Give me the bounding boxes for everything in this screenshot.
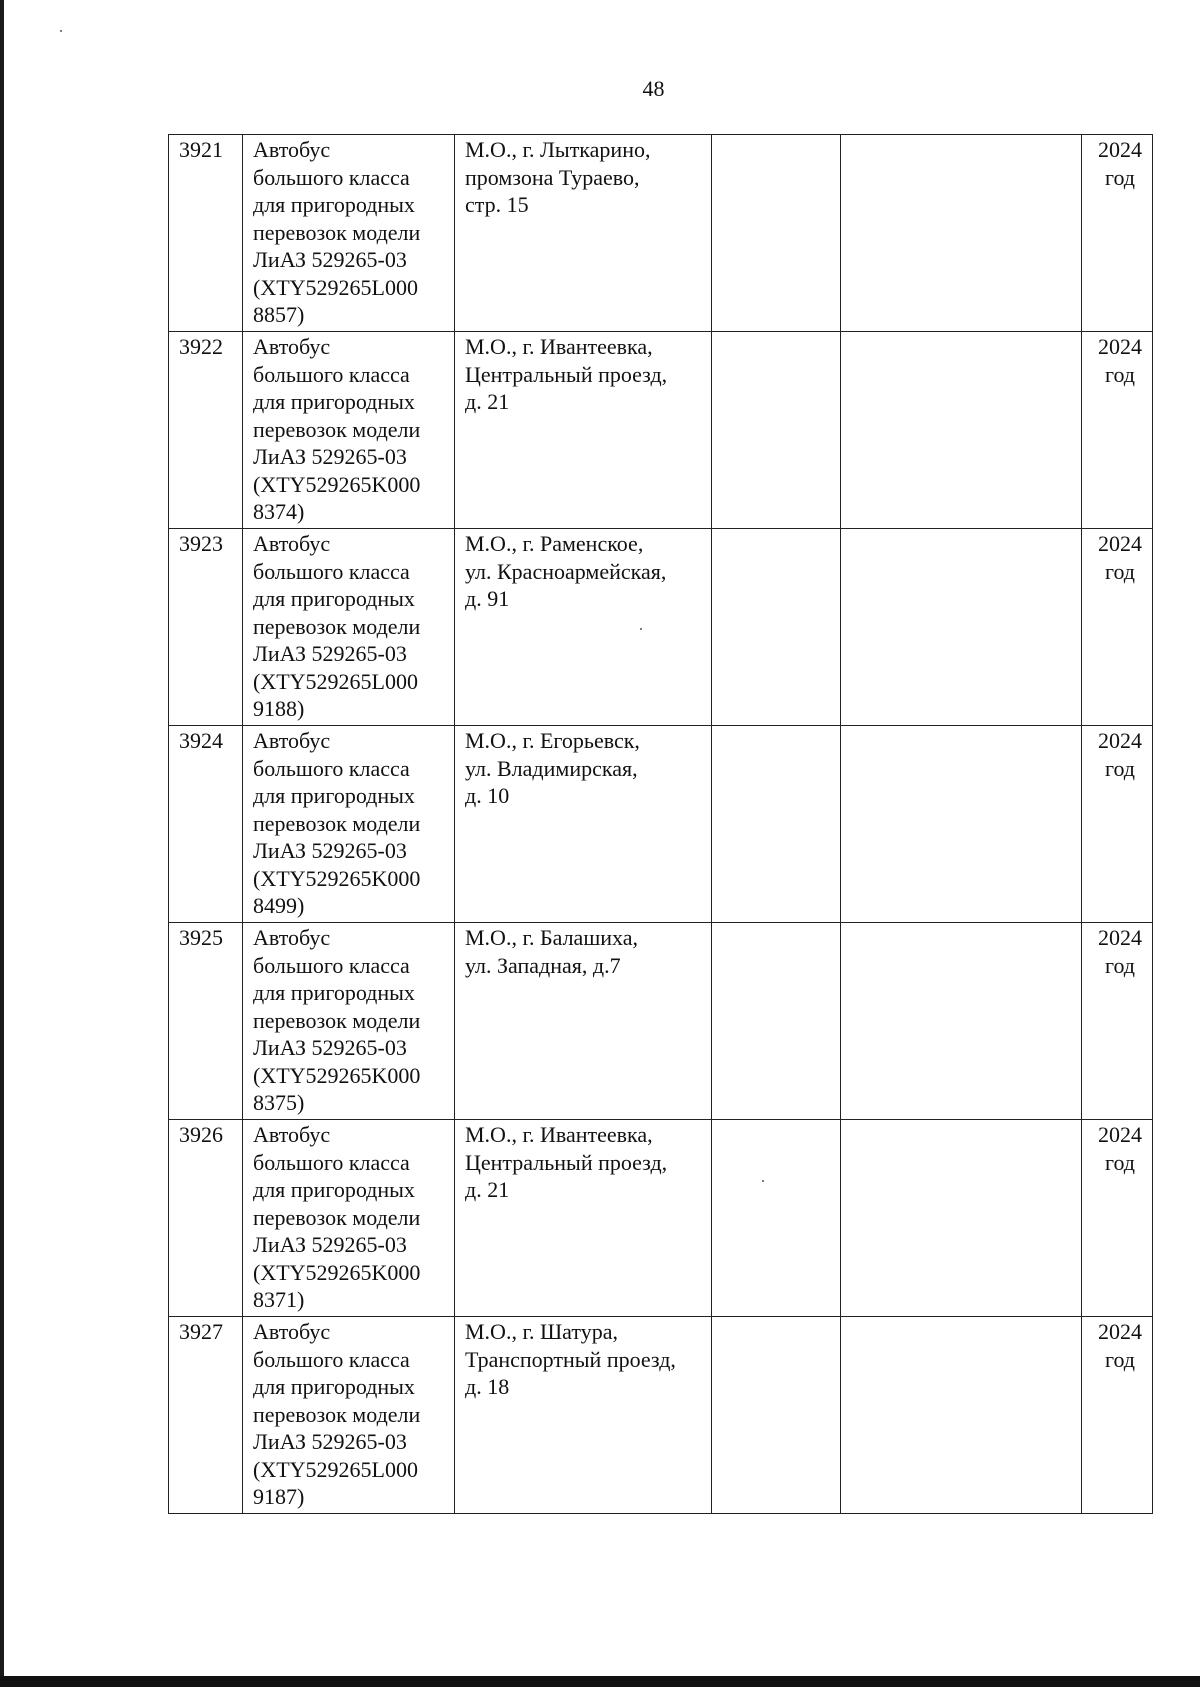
- vehicle-name-line: (XTY529265K000: [253, 865, 421, 891]
- year-line: год: [1104, 558, 1136, 584]
- address-line: Центральный проезд,: [465, 1149, 668, 1175]
- empty-cell: [841, 135, 1082, 332]
- empty-cell: [841, 332, 1082, 529]
- row-number-cell: [169, 923, 243, 1120]
- address-line: промзона Тураево,: [465, 164, 640, 190]
- vehicle-name-line: перевозок модели: [253, 416, 421, 442]
- vehicle-name-line: Автобус: [253, 925, 331, 950]
- empty-cell: [712, 135, 841, 332]
- vehicle-name-line: для пригородных: [253, 586, 415, 611]
- vehicle-name-cell: [243, 529, 455, 726]
- year-line: год: [1104, 361, 1136, 387]
- vehicle-name-line: перевозок модели: [253, 1204, 421, 1230]
- address-line: д. 10: [465, 783, 510, 808]
- address-cell: [455, 923, 712, 1120]
- empty-cell: [841, 1120, 1082, 1317]
- vehicle-name-line: (XTY529265L000: [253, 1456, 418, 1482]
- vehicle-name-line: 8499): [253, 893, 305, 918]
- vehicle-name-line: большого класса: [253, 1149, 410, 1175]
- vehicle-name-line: большого класса: [253, 1346, 410, 1372]
- row-number-cell: [169, 529, 243, 726]
- address-line: М.О., г. Шатура,: [465, 1319, 618, 1344]
- row-number-cell: [169, 726, 243, 923]
- address-cell: [455, 332, 712, 529]
- vehicle-name-line: Автобус: [253, 1122, 331, 1147]
- address-line: ул. Западная, д.7: [465, 952, 621, 978]
- address-line: М.О., г. Егорьевск,: [465, 728, 640, 753]
- address-cell: [455, 529, 712, 726]
- vehicle-name-line: большого класса: [253, 558, 410, 584]
- year-cell: [1082, 1317, 1153, 1514]
- vehicle-name-cell: [243, 923, 455, 1120]
- year-cell: [1082, 726, 1153, 923]
- address-line: Транспортный проезд,: [465, 1346, 676, 1372]
- vehicle-name-line: для пригородных: [253, 1374, 415, 1399]
- vehicle-name-line: 8374): [253, 499, 305, 524]
- year-line: 2024: [1098, 531, 1142, 556]
- year-line: 2024: [1098, 728, 1142, 753]
- vehicle-name-cell: [243, 726, 455, 923]
- table-row: [169, 332, 1153, 529]
- vehicle-name-line: (XTY529265L000: [253, 274, 418, 300]
- row-number: 3922: [179, 334, 223, 359]
- vehicle-name-line: (XTY529265K000: [253, 1062, 421, 1088]
- vehicle-name-line: ЛиАЗ 529265-03: [253, 1429, 407, 1454]
- address-line: М.О., г. Лыткарино,: [465, 137, 651, 162]
- address-line: стр. 15: [465, 192, 529, 217]
- vehicle-name-line: ЛиАЗ 529265-03: [253, 1232, 407, 1257]
- vehicle-name-line: ЛиАЗ 529265-03: [253, 247, 407, 272]
- vehicle-name-line: для пригородных: [253, 1177, 415, 1202]
- row-number: 3921: [179, 137, 223, 162]
- empty-cell: [712, 1120, 841, 1317]
- vehicle-name-line: перевозок модели: [253, 1401, 421, 1427]
- vehicle-name-line: перевозок модели: [253, 219, 421, 245]
- vehicle-name-cell: [243, 135, 455, 332]
- vehicle-name-line: (XTY529265K000: [253, 1259, 421, 1285]
- address-line: М.О., г. Балашиха,: [465, 925, 639, 950]
- row-number: 3924: [179, 728, 223, 753]
- vehicle-name-line: перевозок модели: [253, 613, 421, 639]
- table-row: [169, 1317, 1153, 1514]
- empty-cell: [712, 1317, 841, 1514]
- vehicle-name-line: Автобус: [253, 1319, 331, 1344]
- empty-cell: [841, 529, 1082, 726]
- table-row: [169, 923, 1153, 1120]
- vehicle-name-line: ЛиАЗ 529265-03: [253, 838, 407, 863]
- scan-bottom-edge: [0, 1676, 1200, 1687]
- empty-cell: [712, 529, 841, 726]
- address-line: Центральный проезд,: [465, 361, 668, 387]
- vehicle-name-cell: [243, 1120, 455, 1317]
- vehicle-name-line: 9187): [253, 1484, 305, 1509]
- vehicle-name-cell: [243, 332, 455, 529]
- address-line: М.О., г. Ивантеевка,: [465, 1122, 653, 1147]
- year-line: 2024: [1098, 1122, 1142, 1147]
- table-row: [169, 726, 1153, 923]
- page-number: 48: [642, 76, 665, 101]
- vehicle-name-line: Автобус: [253, 137, 331, 162]
- vehicle-name-line: большого класса: [253, 164, 410, 190]
- empty-cell: [841, 726, 1082, 923]
- vehicle-name-line: для пригородных: [253, 192, 415, 217]
- empty-cell: [712, 726, 841, 923]
- vehicle-name-line: Автобус: [253, 334, 331, 359]
- table-row: [169, 135, 1153, 332]
- table-row: [169, 529, 1153, 726]
- year-cell: [1082, 332, 1153, 529]
- vehicle-name-line: (XTY529265K000: [253, 471, 421, 497]
- empty-cell: [712, 332, 841, 529]
- address-line: д. 18: [465, 1374, 510, 1399]
- row-number-cell: [169, 1317, 243, 1514]
- empty-cell: [841, 1317, 1082, 1514]
- scan-left-edge: [0, 0, 4, 1687]
- table-row: [169, 1120, 1153, 1317]
- row-number: 3927: [179, 1319, 223, 1344]
- row-number-cell: [169, 1120, 243, 1317]
- year-line: год: [1104, 755, 1136, 781]
- vehicle-name-line: для пригородных: [253, 389, 415, 414]
- vehicle-name-line: 9188): [253, 696, 305, 721]
- empty-cell: [712, 923, 841, 1120]
- address-line: д. 91: [465, 586, 510, 611]
- row-number: 3926: [179, 1122, 223, 1147]
- address-line: ул. Красноармейская,: [465, 558, 667, 584]
- year-line: год: [1104, 1346, 1136, 1372]
- address-cell: [455, 726, 712, 923]
- vehicle-name-line: большого класса: [253, 361, 410, 387]
- year-line: 2024: [1098, 334, 1142, 359]
- vehicle-name-line: ЛиАЗ 529265-03: [253, 444, 407, 469]
- vehicle-name-line: 8371): [253, 1287, 305, 1312]
- address-line: М.О., г. Раменское,: [465, 531, 644, 556]
- vehicle-name-line: для пригородных: [253, 980, 415, 1005]
- address-cell: [455, 1317, 712, 1514]
- year-cell: [1082, 529, 1153, 726]
- year-line: 2024: [1098, 925, 1142, 950]
- vehicle-name-cell: [243, 1317, 455, 1514]
- vehicle-name-line: для пригородных: [253, 783, 415, 808]
- year-cell: [1082, 1120, 1153, 1317]
- vehicle-name-line: большого класса: [253, 755, 410, 781]
- vehicle-name-line: (XTY529265L000: [253, 668, 418, 694]
- scan-speck: [60, 30, 62, 32]
- vehicle-name-line: Автобус: [253, 728, 331, 753]
- empty-cell: [841, 923, 1082, 1120]
- table-body: [169, 135, 1153, 1514]
- vehicle-register-table: [168, 134, 1153, 1514]
- year-cell: [1082, 923, 1153, 1120]
- address-cell: [455, 135, 712, 332]
- vehicle-name-line: большого класса: [253, 952, 410, 978]
- row-number: 3923: [179, 531, 223, 556]
- year-line: год: [1104, 952, 1136, 978]
- vehicle-name-line: 8375): [253, 1090, 305, 1115]
- row-number: 3925: [179, 925, 223, 950]
- row-number-cell: [169, 135, 243, 332]
- vehicle-name-line: перевозок модели: [253, 810, 421, 836]
- vehicle-name-line: 8857): [253, 302, 305, 327]
- address-cell: [455, 1120, 712, 1317]
- vehicle-name-line: ЛиАЗ 529265-03: [253, 1035, 407, 1060]
- year-line: 2024: [1098, 137, 1142, 162]
- vehicle-name-line: перевозок модели: [253, 1007, 421, 1033]
- address-line: д. 21: [465, 389, 510, 414]
- year-line: год: [1104, 1149, 1136, 1175]
- vehicle-name-line: Автобус: [253, 531, 331, 556]
- year-line: 2024: [1098, 1319, 1142, 1344]
- address-line: М.О., г. Ивантеевка,: [465, 334, 653, 359]
- address-line: ул. Владимирская,: [465, 755, 638, 781]
- vehicle-name-line: ЛиАЗ 529265-03: [253, 641, 407, 666]
- year-line: год: [1104, 164, 1136, 190]
- row-number-cell: [169, 332, 243, 529]
- year-cell: [1082, 135, 1153, 332]
- address-line: д. 21: [465, 1177, 510, 1202]
